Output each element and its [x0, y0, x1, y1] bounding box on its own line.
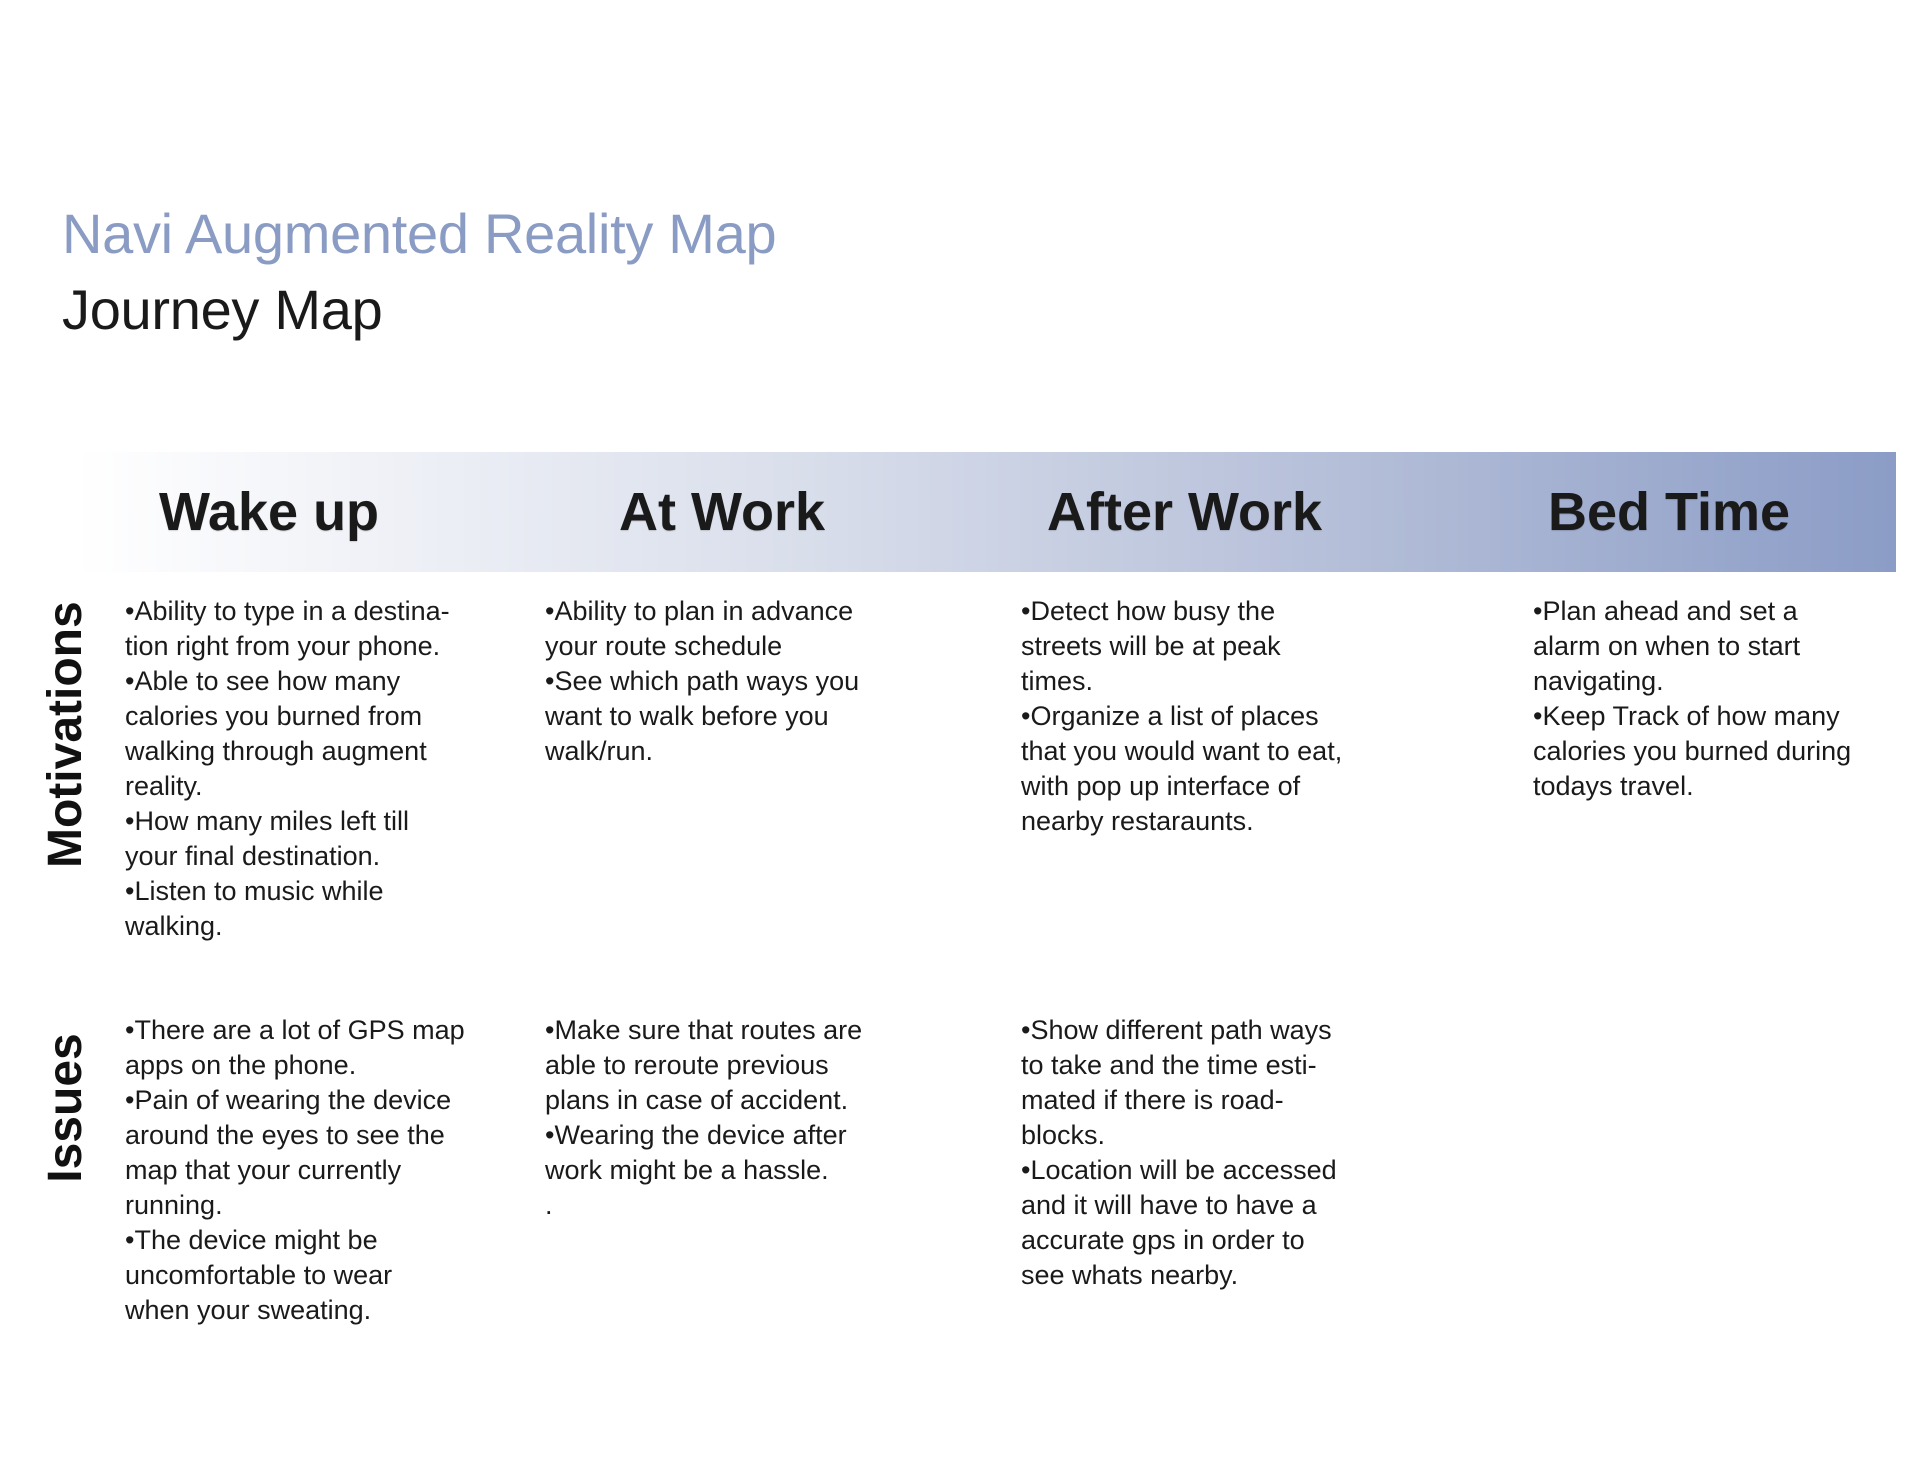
cell-line: navigating. [1533, 666, 1664, 696]
cell-line: want to walk before you [545, 701, 829, 731]
cell-line: apps on the phone. [125, 1050, 357, 1080]
cell-motivations-at-work [545, 594, 859, 769]
cell-line: •How many miles left till [125, 806, 410, 836]
stage-wake-up: Wake up [159, 482, 380, 542]
cell-line: plans in case of accident. [545, 1085, 849, 1115]
cell-line: reality. [125, 771, 203, 801]
cell-motivations-after-work [1021, 594, 1342, 839]
row-label-motivations: Motivations [39, 601, 92, 868]
cell-line: •Location will be accessed [1021, 1155, 1337, 1185]
cell-line: walk/run. [545, 736, 654, 766]
cell-line: around the eyes to see the [125, 1120, 445, 1150]
cell-line: calories you burned during [1533, 736, 1852, 766]
cell-issues-after-work [1021, 1013, 1337, 1293]
cell-motivations-bed-time [1533, 594, 1851, 804]
cell-line: •Plan ahead and set a [1533, 596, 1798, 626]
cell-line: tion right from your phone. [125, 631, 441, 661]
cell-line: alarm on when to start [1533, 631, 1801, 661]
cell-line: •Ability to plan in advance [545, 596, 854, 626]
cell-line: times. [1021, 666, 1094, 696]
cell-line: uncomfortable to wear [125, 1260, 393, 1290]
cell-line: •Listen to music while [125, 876, 384, 906]
title-block [62, 196, 776, 348]
cell-line: map that your currently [125, 1155, 402, 1185]
cell-line: see whats nearby. [1021, 1260, 1239, 1290]
cell-line: . [545, 1190, 553, 1220]
cell-line: when your sweating. [125, 1295, 372, 1325]
cell-line: •Ability to type in a destina- [125, 596, 450, 626]
cell-line: •Wearing the device after [545, 1120, 847, 1150]
cell-line: streets will be at peak [1021, 631, 1281, 661]
cell-line: mated if there is road- [1021, 1085, 1284, 1115]
cell-line: work might be a hassle. [545, 1155, 829, 1185]
cell-line: •See which path ways you [545, 666, 860, 696]
cell-line: and it will have to have a [1021, 1190, 1317, 1220]
row-label-issues: Issues [39, 1033, 92, 1183]
stage-bed-time: Bed Time [1548, 482, 1791, 542]
cell-line: with pop up interface of [1021, 771, 1301, 801]
cell-line: accurate gps in order to [1021, 1225, 1305, 1255]
cell-issues-at-work [545, 1013, 862, 1223]
cell-line: that you would want to eat, [1021, 736, 1343, 766]
cell-line: •Make sure that routes are [545, 1015, 863, 1045]
cell-line: running. [125, 1190, 223, 1220]
cell-line: •The device might be [125, 1225, 378, 1255]
project-title: Navi Augmented Reality Map [62, 202, 777, 265]
stage-after-work: After Work [1047, 482, 1323, 542]
cell-line: walking through augment [125, 736, 427, 766]
cell-line: •Pain of wearing the device [125, 1085, 452, 1115]
cell-line: •There are a lot of GPS map [125, 1015, 465, 1045]
cell-issues-wake-up [125, 1013, 465, 1328]
stage-at-work: At Work [619, 482, 826, 542]
cell-line: your final destination. [125, 841, 381, 871]
cell-line: nearby restaraunts. [1021, 806, 1254, 836]
cell-line: walking. [125, 911, 223, 941]
cell-line: •Detect how busy the [1021, 596, 1276, 626]
cell-motivations-wake-up [125, 594, 450, 944]
cell-line: •Show different path ways [1021, 1015, 1332, 1045]
cell-line: able to reroute previous [545, 1050, 829, 1080]
cell-line: •Keep Track of how many [1533, 701, 1840, 731]
cell-line: calories you burned from [125, 701, 423, 731]
cell-line: •Organize a list of places [1021, 701, 1319, 731]
cell-line: blocks. [1021, 1120, 1106, 1150]
page-title: Journey Map [62, 278, 383, 341]
cell-line: todays travel. [1533, 771, 1694, 801]
cell-line: •Able to see how many [125, 666, 401, 696]
cell-line: your route schedule [545, 631, 783, 661]
cell-line: to take and the time esti- [1021, 1050, 1317, 1080]
